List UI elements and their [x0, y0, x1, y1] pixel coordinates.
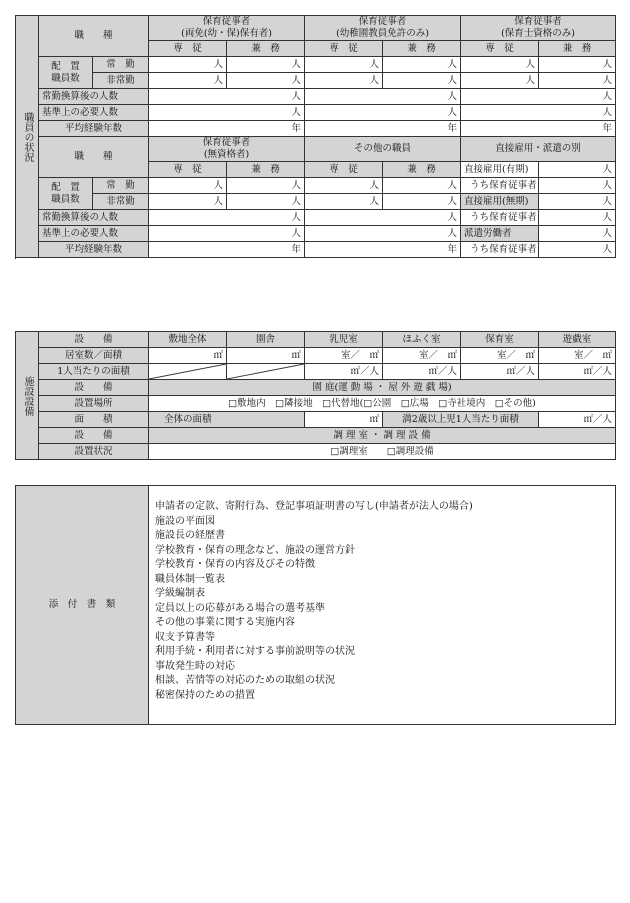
count-field[interactable]: 人: [227, 194, 305, 210]
years-field[interactable]: 年: [305, 121, 461, 137]
of-which-nursery-label: うち保育従事者: [461, 210, 539, 226]
per-person-field[interactable]: ㎡／人: [539, 364, 616, 380]
attachment-item: 定員以上の応募がある場合の選考基準: [155, 602, 325, 614]
area-field[interactable]: ㎡: [227, 348, 305, 364]
attachment-item: 相談、苦情等の対応のための取組の状況: [155, 675, 335, 686]
full-time-header: 専 従: [149, 41, 227, 57]
count-field[interactable]: 人: [461, 73, 539, 89]
attachment-item: 職員体制一覧表: [155, 573, 225, 585]
assigned-staff-label: 配 置 職員数: [39, 178, 93, 210]
full-time-header: 専 従: [461, 41, 539, 57]
garden-header: 園 庭(運 動 場 ・ 屋 外 遊 戯 場): [149, 380, 616, 396]
attachment-item: 事故発生時の対応: [155, 660, 235, 672]
count-field[interactable]: 人: [461, 89, 616, 105]
equipment-label: 設 備: [39, 428, 149, 444]
per-person-label: 1人当たりの面積: [39, 364, 149, 380]
status-label: 設置状況: [39, 444, 149, 460]
count-field[interactable]: 人: [383, 194, 461, 210]
count-field[interactable]: 人: [539, 178, 616, 194]
part-time-header: 兼 務: [227, 41, 305, 57]
regular-label: 常 勤: [93, 178, 149, 194]
total-area-field[interactable]: ㎡: [305, 412, 383, 428]
full-time-header: 専 従: [305, 162, 383, 178]
count-field[interactable]: 人: [383, 178, 461, 194]
diagonal-slash: [227, 364, 305, 380]
count-field[interactable]: 人: [383, 57, 461, 73]
col-header-dual-license: 保育従事者 (両免(幼・保)保有者): [149, 16, 305, 41]
count-field[interactable]: 人: [539, 162, 616, 178]
attachment-item: 利用手続・利用者に対する事前説明等の状況: [155, 646, 355, 657]
location-options[interactable]: □敷地内 □隣接地 □代替地(□公園 □広場 □寺社境内 □その他): [149, 396, 616, 412]
count-field[interactable]: 人: [305, 210, 461, 226]
count-field[interactable]: 人: [227, 73, 305, 89]
count-field[interactable]: 人: [149, 57, 227, 73]
rooms-area-label: 居室数／面積: [39, 348, 149, 364]
attachment-item: 学級編制表: [155, 588, 205, 599]
count-field[interactable]: 人: [461, 105, 616, 121]
job-type-header: 職 種: [39, 137, 149, 178]
col-header-employment-type: 直接雇用・派遣の別: [461, 137, 616, 162]
count-field[interactable]: 人: [539, 210, 616, 226]
count-field[interactable]: 人: [539, 57, 616, 73]
count-field[interactable]: 人: [305, 178, 383, 194]
fte-label: 常勤換算後の人数: [39, 89, 149, 105]
full-time-header: 専 従: [305, 41, 383, 57]
per-person-field[interactable]: ㎡／人: [461, 364, 539, 380]
required-label: 基準上の必要人数: [39, 226, 149, 242]
avg-years-label: 平均経験年数: [39, 242, 149, 258]
count-field[interactable]: 人: [305, 57, 383, 73]
kitchen-options[interactable]: □調理室 □調理設備: [149, 444, 616, 460]
nursery-room-header: 保育室: [461, 332, 539, 348]
job-type-header: 職 種: [39, 16, 149, 57]
over2-area-field[interactable]: ㎡／人: [539, 412, 616, 428]
attachments-list: [149, 486, 616, 725]
col-header-kindergarten-license: 保育従事者 (幼稚園教員免許のみ): [305, 16, 461, 41]
facility-section-label: 施設設備: [16, 332, 39, 460]
count-field[interactable]: 人: [227, 178, 305, 194]
per-person-field[interactable]: ㎡／人: [305, 364, 383, 380]
diagonal-slash: [149, 364, 227, 380]
count-field[interactable]: 人: [305, 226, 461, 242]
count-field[interactable]: 人: [539, 73, 616, 89]
attachment-item: 収支予算書等: [155, 631, 215, 643]
full-time-header: 専 従: [149, 162, 227, 178]
count-field[interactable]: 人: [539, 226, 616, 242]
years-field[interactable]: 年: [461, 121, 616, 137]
crawl-room-header: ほふく室: [383, 332, 461, 348]
rooms-area-field[interactable]: 室／ ㎡: [305, 348, 383, 364]
count-field[interactable]: 人: [383, 73, 461, 89]
count-field[interactable]: 人: [149, 73, 227, 89]
count-field[interactable]: 人: [305, 73, 383, 89]
attachments-label: 添 付 書 類: [16, 486, 149, 725]
col-header-other-staff: その他の職員: [305, 137, 461, 162]
count-field[interactable]: 人: [305, 194, 383, 210]
area-label: 面 積: [39, 412, 149, 428]
count-field[interactable]: 人: [461, 57, 539, 73]
regular-label: 常 勤: [93, 57, 149, 73]
col-header-unqualified: 保育従事者 (無資格者): [149, 137, 305, 162]
count-field[interactable]: 人: [149, 178, 227, 194]
years-field[interactable]: 年: [149, 121, 305, 137]
attachment-item: 秘密保持のための措置: [155, 689, 255, 701]
nonregular-label: 非常勤: [93, 194, 149, 210]
application-form-table: [15, 15, 616, 258]
of-which-nursery-label: うち保育従事者: [461, 178, 539, 194]
equipment-label: 設 備: [39, 380, 149, 396]
count-field[interactable]: 人: [149, 226, 305, 242]
fte-label: 常勤換算後の人数: [39, 210, 149, 226]
direct-fixed-label: 直接雇用(有期): [461, 162, 539, 178]
part-time-header: 兼 務: [227, 162, 305, 178]
staff-section-label: 職員の状況: [16, 16, 39, 258]
years-field[interactable]: 年: [305, 242, 461, 258]
attachment-item: 学校教育・保育の理念など、施設の運営方針: [155, 544, 355, 556]
rooms-area-field[interactable]: 室／ ㎡: [539, 348, 616, 364]
nonregular-label: 非常勤: [93, 73, 149, 89]
infant-room-header: 乳児室: [305, 332, 383, 348]
attachment-item: 学校教育・保育の内容及びその特徴: [155, 559, 315, 570]
count-field[interactable]: 人: [149, 89, 305, 105]
count-field[interactable]: 人: [149, 105, 305, 121]
col-header-nursery-license: 保育従事者 (保育士資格のみ): [461, 16, 616, 41]
attachments-table: [15, 485, 616, 725]
attachment-item: 施設長の経歴書: [155, 530, 225, 541]
attachment-item: その他の事業に関する実施内容: [155, 617, 295, 628]
of-which-nursery-label: うち保育従事者: [461, 242, 539, 258]
assigned-staff-label: 配 置 職員数: [39, 57, 93, 89]
part-time-header: 兼 務: [383, 162, 461, 178]
play-room-header: 遊戯室: [539, 332, 616, 348]
years-field[interactable]: 年: [149, 242, 305, 258]
attachment-item: 申請者の定款、寄附行為、登記事項証明書の写し(申請者が法人の場合): [155, 501, 473, 512]
rooms-area-field[interactable]: 室／ ㎡: [461, 348, 539, 364]
direct-unfixed-label: 直接雇用(無期): [461, 194, 539, 210]
required-label: 基準上の必要人数: [39, 105, 149, 121]
kitchen-header: 調 理 室 ・ 調 理 設 備: [149, 428, 616, 444]
count-field[interactable]: 人: [539, 194, 616, 210]
total-area-label: 全体の面積: [149, 412, 227, 428]
equipment-label: 設 備: [39, 332, 149, 348]
count-field[interactable]: 人: [149, 194, 227, 210]
attachment-item: 施設の平面図: [155, 515, 215, 527]
count-field[interactable]: 人: [149, 210, 305, 226]
count-field[interactable]: 人: [305, 89, 461, 105]
over2-label: 満2歳以上児1人当たり面積: [383, 412, 539, 428]
building-header: 園舎: [227, 332, 305, 348]
count-field[interactable]: 人: [539, 242, 616, 258]
avg-years-label: 平均経験年数: [39, 121, 149, 137]
count-field[interactable]: 人: [305, 105, 461, 121]
rooms-area-field[interactable]: 室／ ㎡: [383, 348, 461, 364]
dispatch-label: 派遣労働者: [461, 226, 539, 242]
location-label: 設置場所: [39, 396, 149, 412]
part-time-header: 兼 務: [383, 41, 461, 57]
facility-table: [15, 331, 616, 460]
count-field[interactable]: 人: [227, 57, 305, 73]
per-person-field[interactable]: ㎡／人: [383, 364, 461, 380]
part-time-header: 兼 務: [539, 41, 616, 57]
area-field[interactable]: ㎡: [149, 348, 227, 364]
site-total-header: 敷地全体: [149, 332, 227, 348]
